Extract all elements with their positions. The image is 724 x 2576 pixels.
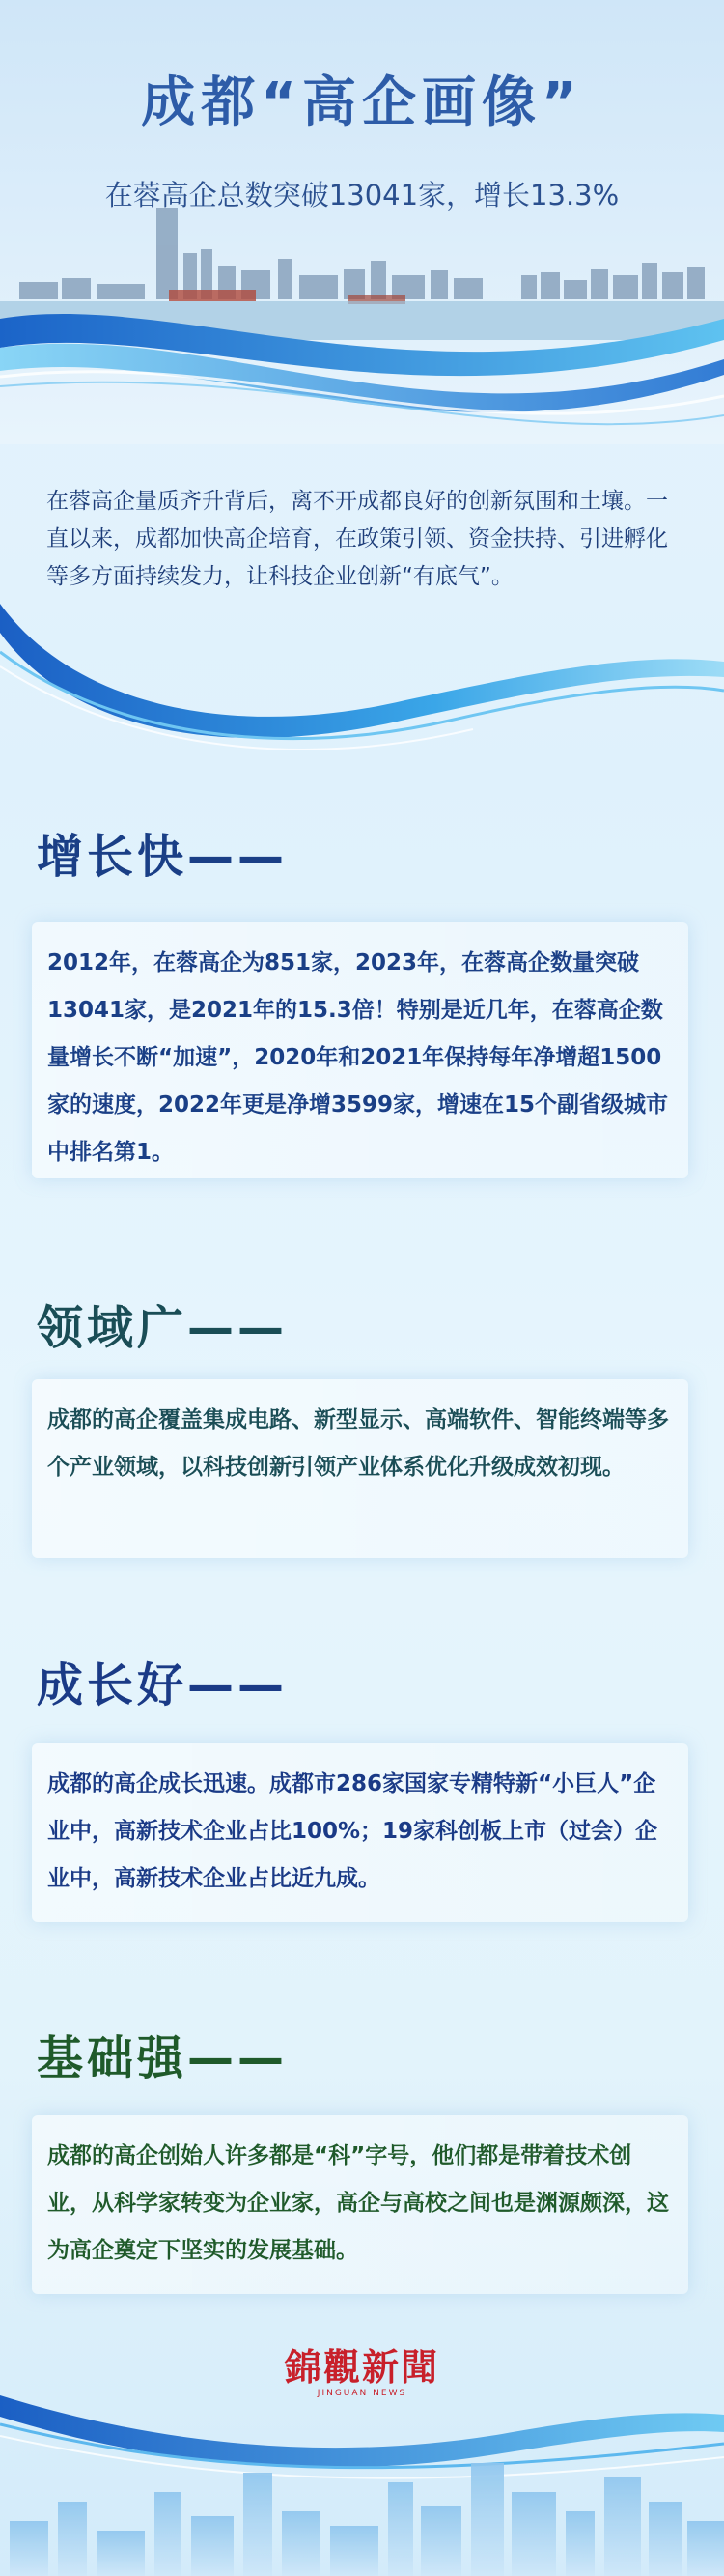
wave-divider-1 (0, 594, 724, 787)
section-body-development: 成都的高企成长迅速。成都市286家国家专精特新“小巨人”企业中，高新技术企业占比100%；19家科创板上市（过会）企业中，高新技术企业占比近九成。 (47, 1771, 658, 1891)
page-title: 成都“高企画像” (141, 71, 583, 134)
section-heading-breadth: 领域广—— (37, 1301, 289, 1355)
section-heading-growth: 增长快—— (37, 830, 289, 884)
section-box-growth (32, 922, 688, 1178)
page-subtitle: 在蓉高企总数突破13041家，增长13.3% (104, 179, 620, 212)
section-body-growth: 2012年，在蓉高企为851家，2023年，在蓉高企数量突破13041家，是2021年的15.3倍！特别是近几年，在蓉高企数量增长不断“加速”，2020年和2021年保持每年净增超1500家的速度，2022年更是净增3599家，增速在15个副省级城市中排名第1。 (47, 950, 669, 1165)
section-box-foundation (32, 2115, 688, 2294)
section-heading-development: 成长好—— (37, 1658, 289, 1713)
footer-skyline-illustration (0, 2357, 724, 2576)
footer-logo-text: 錦觀新聞 (284, 2345, 439, 2389)
section-box-development (32, 1743, 688, 1922)
section-heading-foundation: 基础强—— (37, 2031, 289, 2085)
section-body-breadth: 成都的高企覆盖集成电路、新型显示、高端软件、智能终端等多个产业领域，以科技创新引领产业体系优化升级成效初现。 (47, 1407, 669, 1480)
intro-paragraph: 在蓉高企量质齐升背后，离不开成都良好的创新氛围和土壤。一直以来，成都加快高企培育，在政策引领、资金扶持、引进孵化等多方面持续发力，让科技企业创新“有底气”。 (46, 489, 668, 589)
section-box-breadth (32, 1379, 688, 1558)
footer-logo-subtext: JINGUAN NEWS (317, 2389, 407, 2398)
section-body-foundation: 成都的高企创始人许多都是“科”字号，他们都是带着技术创业，从科学家转变为企业家，高企与高校之间也是渊源颇深，这为高企奠定下坚实的发展基础。 (47, 2143, 669, 2263)
